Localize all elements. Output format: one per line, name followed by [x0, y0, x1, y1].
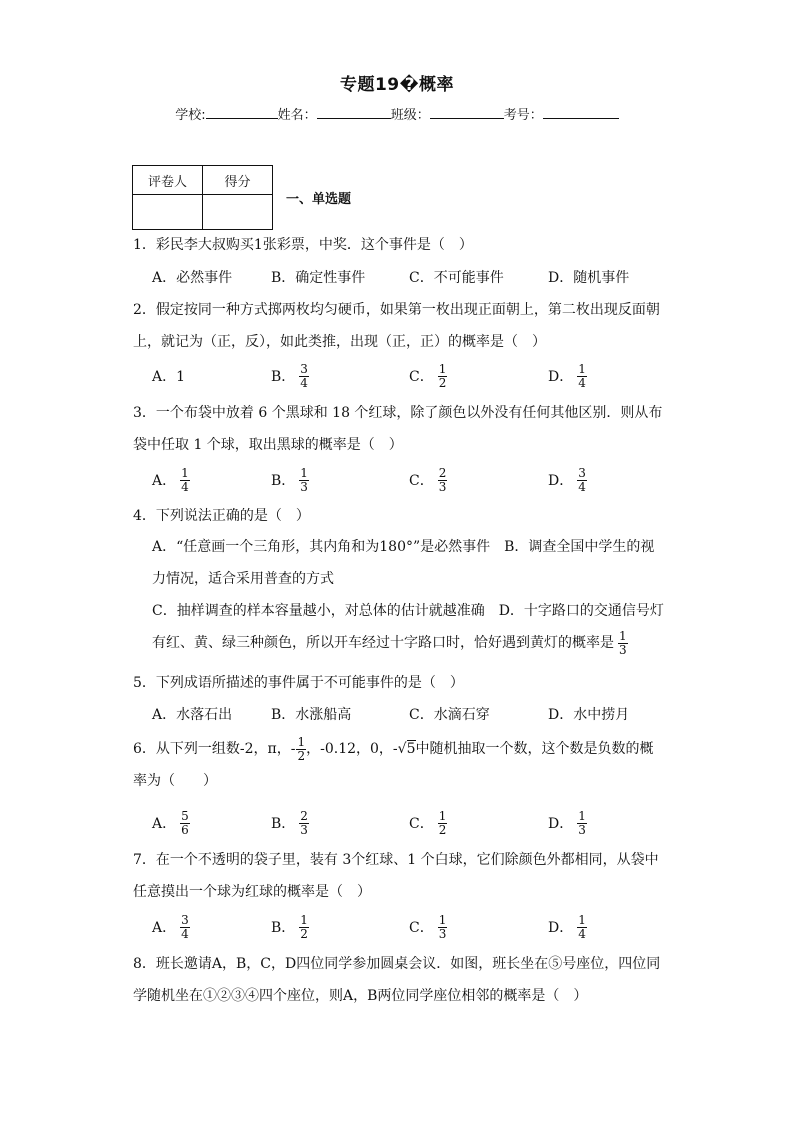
fraction: $\frac{3}{4}$: [578, 465, 586, 494]
fraction: $\frac{5}{6}$: [181, 808, 189, 837]
option-c[interactable]: C．水滴石穿: [409, 707, 490, 723]
fraction: $\frac{2}{3}$: [438, 465, 447, 494]
question-2-stem: 2．假定按同一种方式掷两枚均匀硬币，如果第一枚出现正面朝上，第二枚出现反面朝上，就记为（正，反），如此类推，出现（正，正）的概率是（ ）: [133, 302, 660, 350]
fraction: $\frac{1}{3}$: [619, 628, 627, 657]
option-c[interactable]: C． $\frac{1}{3}$: [409, 912, 447, 941]
exam-no-label: 考号：: [503, 108, 543, 123]
grader-header: 评卷人: [133, 166, 203, 195]
question-5-stem: 5．下列成语所描述的事件属于不可能事件的是（ ）: [133, 675, 464, 691]
exam-no-blank[interactable]: [543, 105, 619, 119]
fraction: $\frac{1}{4}$: [578, 912, 586, 941]
option-d[interactable]: D． $\frac{1}{4}$: [548, 912, 586, 941]
option-b[interactable]: B． $\frac{1}{3}$: [271, 465, 308, 494]
school-label: 学校:: [175, 108, 206, 123]
name-blank[interactable]: [317, 105, 391, 119]
score-table: [132, 165, 273, 230]
question-1-options: [152, 263, 672, 291]
option-a[interactable]: A．1: [152, 369, 186, 385]
option-d[interactable]: D． $\frac{1}{3}$: [548, 808, 586, 837]
option-a[interactable]: A． $\frac{3}{4}$: [152, 912, 189, 941]
option-d[interactable]: D． $\frac{3}{4}$: [548, 465, 586, 494]
option-b[interactable]: B． $\frac{3}{4}$: [271, 361, 308, 390]
option-c[interactable]: C． $\frac{1}{2}$: [409, 361, 447, 390]
question-4-options-cd[interactable]: C．抽样调查的样本容量越小，对总体的估计就越准确 D．十字路口的交通信号灯有红、黄、绿三种颜色，所以开车经过十字路口时，恰好遇到黄灯的概率是 $\frac{1}{3}$: [152, 603, 664, 657]
section-title: 一、单选题: [286, 192, 352, 207]
question-7-options: [152, 913, 672, 941]
option-c[interactable]: C．不可能事件: [409, 270, 504, 286]
option-c[interactable]: C． $\frac{2}{3}$: [409, 465, 447, 494]
fraction: $\frac{1}{3}$: [438, 912, 447, 941]
school-blank[interactable]: [206, 105, 278, 119]
fraction: $\frac{1}{3}$: [578, 808, 586, 837]
class-blank[interactable]: [430, 105, 504, 119]
option-b[interactable]: B． $\frac{1}{2}$: [271, 912, 308, 941]
question-5-options: [152, 700, 672, 728]
option-a[interactable]: A．水落石出: [152, 707, 233, 723]
option-b[interactable]: B． $\frac{2}{3}$: [271, 808, 308, 837]
fraction: $\frac{2}{3}$: [300, 808, 308, 837]
option-a[interactable]: A． $\frac{5}{6}$: [152, 808, 189, 837]
option-c[interactable]: C． $\frac{1}{2}$: [409, 808, 447, 837]
fraction: $\frac{1}{2}$: [438, 361, 447, 390]
question-8-stem: 8．班长邀请A，B，C，D四位同学参加圆桌会议．如图，班长坐在⑤号座位，四位同学随机坐在①②③④四个座位，则A，B两位同学座位相邻的概率是（ ）: [133, 956, 661, 1004]
question-2-options: [152, 362, 672, 390]
grader-cell[interactable]: [133, 195, 203, 230]
option-a[interactable]: A．必然事件: [152, 270, 233, 286]
fraction: $\frac{1}{4}$: [578, 361, 586, 390]
page-title: 专题19�概率: [339, 75, 455, 95]
question-4-options-ab[interactable]: A．“任意画一个三角形，其内角和为180°”是必然事件 B．调查全国中学生的视力情况，适合采用普查的方式: [152, 539, 655, 587]
question-3-options: [152, 466, 672, 494]
sqrt-icon: √: [397, 741, 407, 757]
fraction: $\frac{1}{2}$: [297, 734, 306, 763]
option-b[interactable]: B．水涨船高: [271, 707, 352, 723]
question-6-stem: 6．从下列一组数-2，π，- $\frac{1}{2}$ ，-0.12，0，-√5中随机抽取一个数，这个数是负数的概率为（ ）: [133, 734, 654, 789]
fraction: $\frac{3}{4}$: [300, 361, 308, 390]
question-4-stem: 4．下列说法正确的是（ ）: [133, 508, 310, 524]
fraction: $\frac{1}{2}$: [300, 912, 308, 941]
option-a[interactable]: A． $\frac{1}{4}$: [152, 465, 189, 494]
fraction: $\frac{3}{4}$: [181, 912, 189, 941]
option-d[interactable]: D． $\frac{1}{4}$: [548, 361, 586, 390]
score-header: 得分: [203, 166, 273, 195]
fraction: $\frac{1}{2}$: [438, 808, 447, 837]
student-info-line: [0, 104, 794, 123]
name-label: 姓名：: [277, 108, 317, 123]
option-d[interactable]: D．水中捞月: [548, 707, 630, 723]
question-3-stem: 3．一个布袋中放着 6 个黑球和 18 个红球，除了颜色以外没有任何其他区别．则从布袋中任取 1 个球，取出黑球的概率是（ ）: [133, 405, 663, 453]
question-6-options: [152, 809, 672, 837]
score-cell[interactable]: [203, 195, 273, 230]
option-b[interactable]: B．确定性事件: [271, 270, 366, 286]
class-label: 班级：: [390, 108, 430, 123]
fraction: $\frac{1}{4}$: [181, 465, 189, 494]
option-d[interactable]: D．随机事件: [548, 270, 630, 286]
fraction: $\frac{1}{3}$: [300, 465, 308, 494]
question-1-stem: 1．彩民李大叔购买1张彩票，中奖．这个事件是（ ）: [133, 237, 473, 253]
question-7-stem: 7．在一个不透明的袋子里，装有 3个红球、1 个白球，它们除颜色外都相同，从袋中任意摸出一个球为红球的概率是（ ）: [133, 852, 659, 900]
